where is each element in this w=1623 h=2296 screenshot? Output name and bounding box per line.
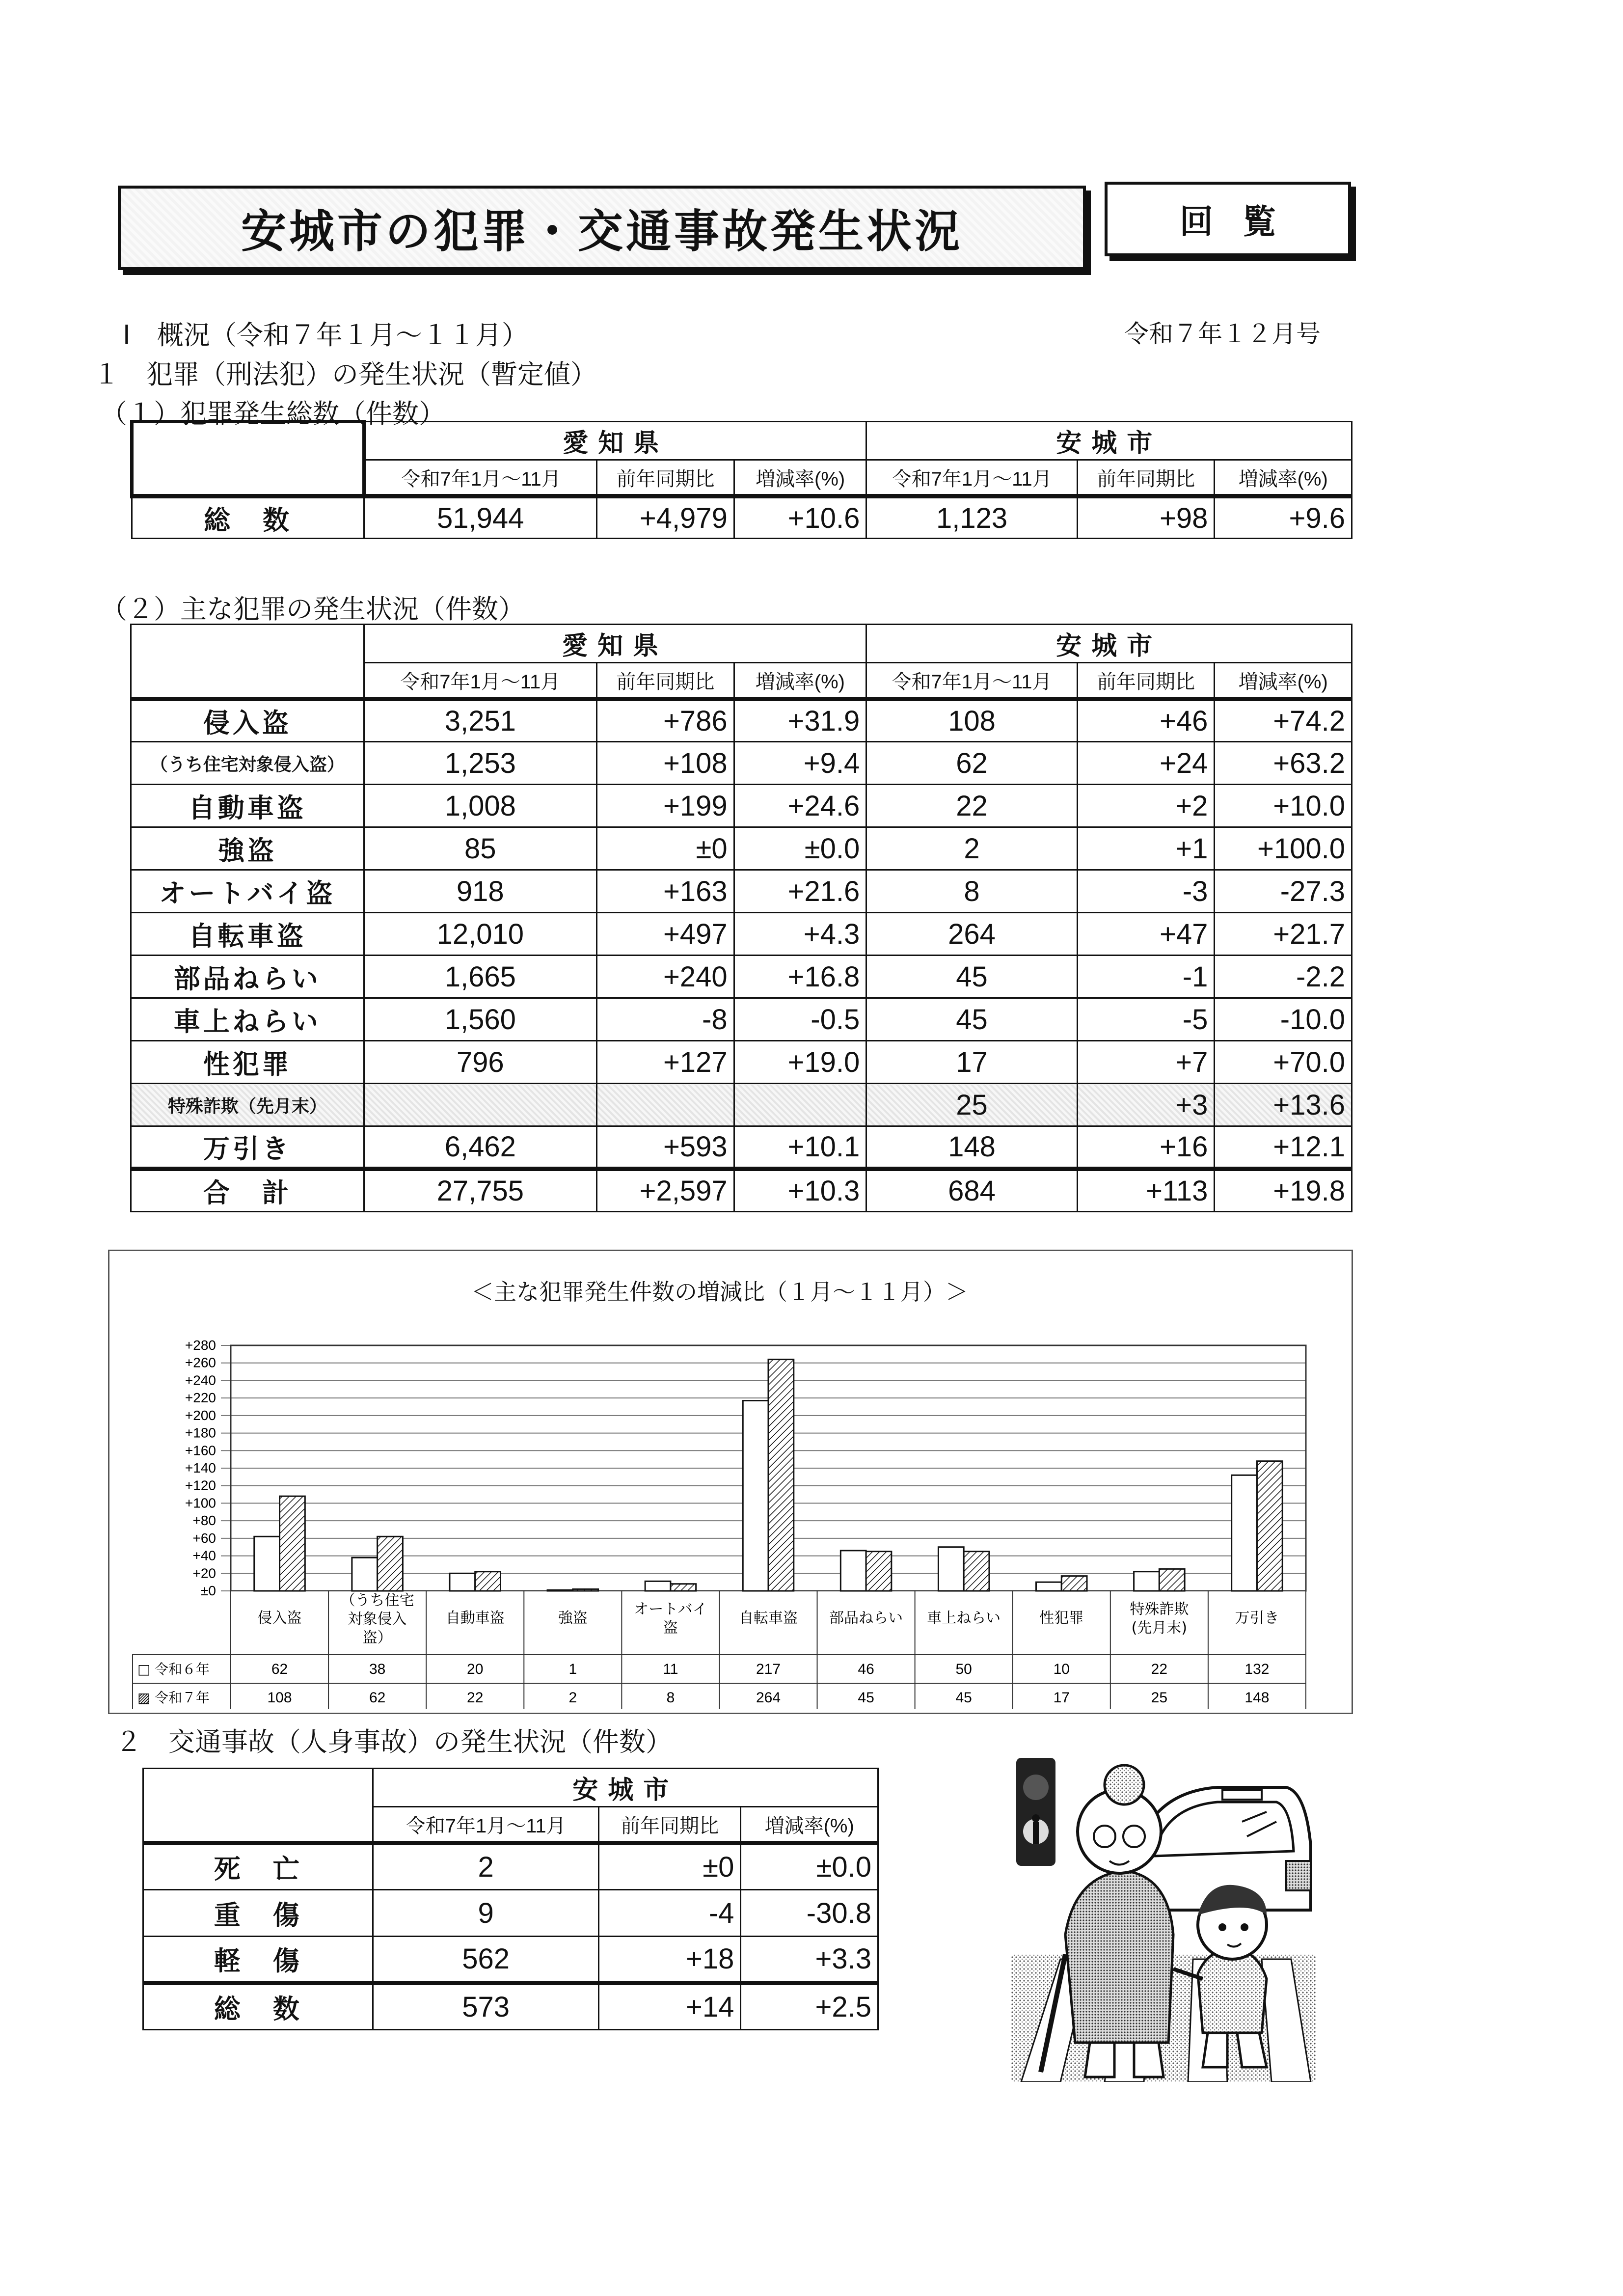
data-value: 50 [955, 1661, 972, 1677]
anjo-yoy: +2 [1077, 785, 1215, 827]
aichi-yoy-na [596, 1084, 734, 1126]
bar-r7 [378, 1536, 403, 1591]
y-tick-label: +80 [192, 1513, 216, 1529]
bar-r6 [938, 1547, 964, 1591]
row-label: 総 数 [132, 496, 364, 539]
series-marker: ▨ [137, 1690, 151, 1706]
aichi-rate: +19.0 [734, 1041, 866, 1084]
aichi-rate: +9.4 [734, 742, 866, 785]
period-header: 令和7年1月～11月 [866, 663, 1078, 699]
bar-r7 [280, 1496, 305, 1591]
aichi-rate: -0.5 [734, 998, 866, 1041]
blank-header-cell [132, 422, 364, 496]
yoy: +18 [598, 1937, 741, 1983]
table-row [131, 870, 1352, 913]
row-label: 車上ねらい [131, 998, 364, 1041]
row-label: 総 数 [143, 1983, 373, 2030]
anjo-yoy: +7 [1077, 1041, 1215, 1084]
row-label: 自転車盗 [131, 913, 364, 956]
bar-r7 [1159, 1569, 1185, 1591]
data-value: 20 [467, 1661, 484, 1677]
anjo-count: 62 [866, 742, 1078, 785]
document-title: 安城市の犯罪・交通事故発生状況 [241, 205, 963, 258]
aichi-header: 愛知県 [364, 625, 866, 663]
bar-r7 [573, 1589, 598, 1591]
rate-header: 増減率(%) [734, 663, 866, 699]
row-label: 合 計 [131, 1169, 364, 1212]
period-header: 令和7年1月～11月 [364, 663, 596, 699]
aichi-rate-na [734, 1084, 866, 1126]
aichi-count: 1,008 [364, 785, 596, 827]
aichi-rate: +24.6 [734, 785, 866, 827]
category-label: 強盗 [558, 1610, 588, 1627]
aichi-yoy: +108 [596, 742, 734, 785]
total-crime-table [130, 420, 1352, 539]
anjo-yoy: +46 [1077, 699, 1215, 742]
period-header: 令和7年1月～11月 [373, 1807, 598, 1843]
y-tick-label: +180 [185, 1425, 216, 1441]
bar-r6 [1134, 1572, 1160, 1591]
table-row [131, 1169, 1352, 1212]
anjo-yoy: +3 [1077, 1084, 1215, 1126]
bar-r7 [1061, 1576, 1087, 1591]
data-value: 148 [1244, 1690, 1270, 1706]
bar-r6 [547, 1590, 573, 1591]
bar-r6 [1232, 1475, 1257, 1591]
table-row [131, 742, 1352, 785]
data-value: 11 [663, 1661, 678, 1677]
yoy-header: 前年同期比 [596, 663, 734, 699]
table-row [131, 998, 1352, 1041]
data-value: 45 [858, 1690, 874, 1706]
aichi-count: 51,944 [364, 496, 597, 539]
anjo-header: 安城市 [373, 1769, 878, 1807]
bar-r7 [1257, 1461, 1282, 1591]
yoy: -4 [598, 1890, 741, 1937]
y-tick-label: +40 [192, 1548, 216, 1563]
aichi-rate: +10.1 [734, 1126, 866, 1169]
count: 9 [373, 1890, 598, 1937]
anjo-count: 108 [866, 699, 1078, 742]
rate-header: 増減率(%) [1215, 460, 1352, 496]
anjo-count: 8 [866, 870, 1078, 913]
table-row [143, 1890, 878, 1937]
table-row [131, 827, 1352, 870]
y-tick-label: +260 [185, 1355, 216, 1370]
anjo-yoy: +16 [1077, 1126, 1215, 1169]
blank-header-cell [143, 1769, 373, 1843]
aichi-rate: +31.9 [734, 699, 866, 742]
bar-r6 [254, 1536, 280, 1591]
row-label: （うち住宅対象侵入盗） [131, 742, 364, 785]
yoy-header: 前年同期比 [1077, 663, 1215, 699]
bar-r7 [964, 1552, 989, 1591]
anjo-count: 684 [866, 1169, 1078, 1212]
table-row [131, 1041, 1352, 1084]
y-tick-label: +60 [192, 1530, 216, 1546]
anjo-rate: +19.8 [1215, 1169, 1352, 1212]
data-value: 132 [1244, 1661, 1270, 1677]
data-value: 25 [1151, 1690, 1168, 1706]
table-row [131, 785, 1352, 827]
data-value: 2 [568, 1690, 577, 1706]
y-tick-label: +100 [185, 1495, 216, 1511]
table-row [132, 496, 1352, 539]
data-value: 264 [756, 1690, 781, 1706]
anjo-rate: +10.0 [1215, 785, 1352, 827]
traffic-heading: ２ 交通事故（人身事故）の発生状況（件数） [115, 1726, 672, 1757]
data-value: 17 [1053, 1690, 1070, 1706]
row-label: 死 亡 [143, 1843, 373, 1890]
anjo-count: 22 [866, 785, 1078, 827]
yoy-header: 前年同期比 [598, 1807, 741, 1843]
category-label: (先月末) [1131, 1619, 1188, 1637]
aichi-count: 6,462 [364, 1126, 596, 1169]
issue-label: 令和７年１２月号 [1124, 320, 1321, 348]
aichi-rate: +4.3 [734, 913, 866, 956]
bar-r6 [840, 1551, 866, 1591]
aichi-yoy: +163 [596, 870, 734, 913]
category-label: 盗 [663, 1619, 678, 1637]
category-label: （うち住宅 [340, 1592, 414, 1609]
row-label: 部品ねらい [131, 956, 364, 998]
total-crime-heading: （１）犯罪発生総数（件数） [101, 398, 445, 429]
aichi-count-na [364, 1084, 596, 1126]
count: 2 [373, 1843, 598, 1890]
anjo-count: 25 [866, 1084, 1078, 1126]
anjo-yoy: -3 [1077, 870, 1215, 913]
category-label: 対象侵入 [348, 1611, 407, 1628]
table-row [143, 1937, 878, 1983]
series-label: 令和７年 [155, 1690, 210, 1706]
anjo-rate: +100.0 [1215, 827, 1352, 870]
y-tick-label: +240 [185, 1372, 216, 1388]
aichi-count: 3,251 [364, 699, 596, 742]
aichi-count: 918 [364, 870, 596, 913]
data-value: 22 [1151, 1661, 1168, 1677]
y-tick-label: +120 [185, 1477, 216, 1493]
aichi-count: 1,253 [364, 742, 596, 785]
data-value: 10 [1053, 1661, 1070, 1677]
category-label: 車上ねらい [927, 1610, 1001, 1627]
anjo-count: 264 [866, 913, 1078, 956]
count: 573 [373, 1983, 598, 2030]
aichi-rate: +10.6 [734, 496, 866, 539]
bar-r7 [866, 1552, 892, 1591]
aichi-count: 85 [364, 827, 596, 870]
y-tick-label: +160 [185, 1443, 216, 1458]
bar-r6 [645, 1581, 671, 1591]
rate-header: 増減率(%) [1215, 663, 1352, 699]
row-label: 自動車盗 [131, 785, 364, 827]
aichi-rate: +21.6 [734, 870, 866, 913]
category-label: 侵入盗 [257, 1610, 302, 1627]
yoy-header: 前年同期比 [597, 460, 734, 496]
bar-r6 [352, 1558, 378, 1591]
aichi-count: 27,755 [364, 1169, 596, 1212]
chart-title: ＜主な犯罪発生件数の増減比（１月～１１月）＞ [471, 1279, 968, 1305]
aichi-yoy: +497 [596, 913, 734, 956]
aichi-yoy: +199 [596, 785, 734, 827]
aichi-yoy: -8 [596, 998, 734, 1041]
row-label: 特殊詐欺（先月末） [131, 1084, 364, 1126]
y-tick-label: ±0 [201, 1583, 216, 1598]
anjo-yoy: +1 [1077, 827, 1215, 870]
traffic-table [142, 1768, 879, 2030]
anjo-yoy: +98 [1077, 496, 1215, 539]
aichi-header: 愛知県 [364, 422, 866, 460]
traffic-safety-illustration [1011, 1748, 1316, 2082]
data-value: 38 [369, 1661, 386, 1677]
anjo-rate: -10.0 [1215, 998, 1352, 1041]
rate: +3.3 [741, 1937, 878, 1983]
aichi-yoy: +2,597 [596, 1169, 734, 1212]
period-header: 令和7年1月～11月 [866, 460, 1077, 496]
data-value: 62 [271, 1661, 288, 1677]
anjo-yoy: -1 [1077, 956, 1215, 998]
data-value: 108 [267, 1690, 292, 1706]
overview-heading: Ⅰ 概況（令和７年１月～１１月） [123, 320, 528, 351]
rate-header: 増減率(%) [741, 1807, 878, 1843]
category-label: 性犯罪 [1039, 1610, 1084, 1627]
anjo-yoy: +47 [1077, 913, 1215, 956]
period-header: 令和7年1月～11月 [364, 460, 597, 496]
series-label: 令和６年 [155, 1661, 210, 1677]
aichi-yoy: +593 [596, 1126, 734, 1169]
anjo-count: 45 [866, 998, 1078, 1041]
category-label: 自転車盗 [739, 1610, 798, 1627]
main-crime-table [130, 624, 1352, 1212]
anjo-rate: +13.6 [1215, 1084, 1352, 1126]
y-tick-label: +220 [185, 1390, 216, 1406]
anjo-rate: -27.3 [1215, 870, 1352, 913]
table-row [131, 699, 1352, 742]
anjo-count: 1,123 [866, 496, 1077, 539]
anjo-count: 148 [866, 1126, 1078, 1169]
yoy: ±0 [598, 1843, 741, 1890]
row-label: 性犯罪 [131, 1041, 364, 1084]
row-label: 重 傷 [143, 1890, 373, 1937]
category-label: 万引き [1235, 1610, 1279, 1627]
row-label: 万引き [131, 1126, 364, 1169]
anjo-rate: +21.7 [1215, 913, 1352, 956]
category-label: 自動車盗 [445, 1610, 505, 1627]
aichi-count: 12,010 [364, 913, 596, 956]
series-marker: □ [137, 1661, 151, 1677]
anjo-rate: -2.2 [1215, 956, 1352, 998]
bar-r6 [1036, 1582, 1062, 1591]
blank-header-cell [131, 625, 364, 699]
aichi-count: 1,665 [364, 956, 596, 998]
anjo-rate: +74.2 [1215, 699, 1352, 742]
anjo-count: 2 [866, 827, 1078, 870]
rate: +2.5 [741, 1983, 878, 2030]
table-row [131, 1126, 1352, 1169]
aichi-count: 796 [364, 1041, 596, 1084]
data-value: 45 [955, 1690, 972, 1706]
yoy: +14 [598, 1983, 741, 2030]
rate: -30.8 [741, 1890, 878, 1937]
y-tick-label: +20 [192, 1565, 216, 1581]
y-tick-label: +280 [185, 1338, 216, 1353]
anjo-yoy: +24 [1077, 742, 1215, 785]
table-row [131, 1084, 1352, 1126]
table-row [131, 913, 1352, 956]
anjo-rate: +12.1 [1215, 1126, 1352, 1169]
data-value: 8 [666, 1690, 675, 1706]
aichi-yoy: +786 [596, 699, 734, 742]
bar-chart [108, 1316, 1350, 1709]
bar-r7 [671, 1584, 696, 1591]
table-row [131, 956, 1352, 998]
aichi-yoy: +4,979 [597, 496, 734, 539]
anjo-rate: +63.2 [1215, 742, 1352, 785]
data-value: 1 [568, 1661, 577, 1677]
row-label: 強盗 [131, 827, 364, 870]
main-crime-heading: （２）主な犯罪の発生状況（件数） [101, 594, 525, 625]
document-title-box [118, 186, 1086, 270]
row-label: 侵入盗 [131, 699, 364, 742]
anjo-rate: +70.0 [1215, 1041, 1352, 1084]
anjo-count: 45 [866, 956, 1078, 998]
count: 562 [373, 1937, 598, 1983]
aichi-rate: ±0.0 [734, 827, 866, 870]
table-row [143, 1843, 878, 1890]
bar-r6 [450, 1573, 475, 1591]
data-value: 217 [756, 1661, 781, 1677]
data-value: 62 [369, 1690, 386, 1706]
aichi-rate: +16.8 [734, 956, 866, 998]
anjo-count: 17 [866, 1041, 1078, 1084]
circulation-label: 回覧 [1179, 202, 1305, 242]
anjo-header: 安城市 [866, 422, 1352, 460]
category-label: オートバイ [634, 1601, 707, 1618]
anjo-yoy: +113 [1077, 1169, 1215, 1212]
aichi-count: 1,560 [364, 998, 596, 1041]
category-label: 部品ねらい [829, 1610, 903, 1627]
aichi-yoy: ±0 [596, 827, 734, 870]
y-tick-label: +200 [185, 1407, 216, 1423]
data-value: 46 [858, 1661, 874, 1677]
anjo-header: 安城市 [866, 625, 1352, 663]
data-value: 22 [467, 1690, 484, 1706]
aichi-yoy: +127 [596, 1041, 734, 1084]
aichi-yoy: +240 [596, 956, 734, 998]
circulation-box [1105, 182, 1351, 256]
row-label: 軽 傷 [143, 1937, 373, 1983]
y-tick-label: +140 [185, 1460, 216, 1476]
bar-r6 [743, 1401, 768, 1591]
category-label: 盗） [362, 1629, 392, 1646]
bar-r7 [768, 1360, 794, 1591]
anjo-yoy: -5 [1077, 998, 1215, 1041]
rate: ±0.0 [741, 1843, 878, 1890]
yoy-header: 前年同期比 [1077, 460, 1215, 496]
anjo-rate: +9.6 [1215, 496, 1352, 539]
rate-header: 増減率(%) [734, 460, 866, 496]
crime-heading: １ 犯罪（刑法犯）の発生状況（暫定値） [93, 359, 597, 390]
bar-r7 [475, 1572, 501, 1591]
aichi-rate: +10.3 [734, 1169, 866, 1212]
category-label: 特殊詐欺 [1130, 1601, 1189, 1618]
row-label: オートバイ盗 [131, 870, 364, 913]
table-row [143, 1983, 878, 2030]
